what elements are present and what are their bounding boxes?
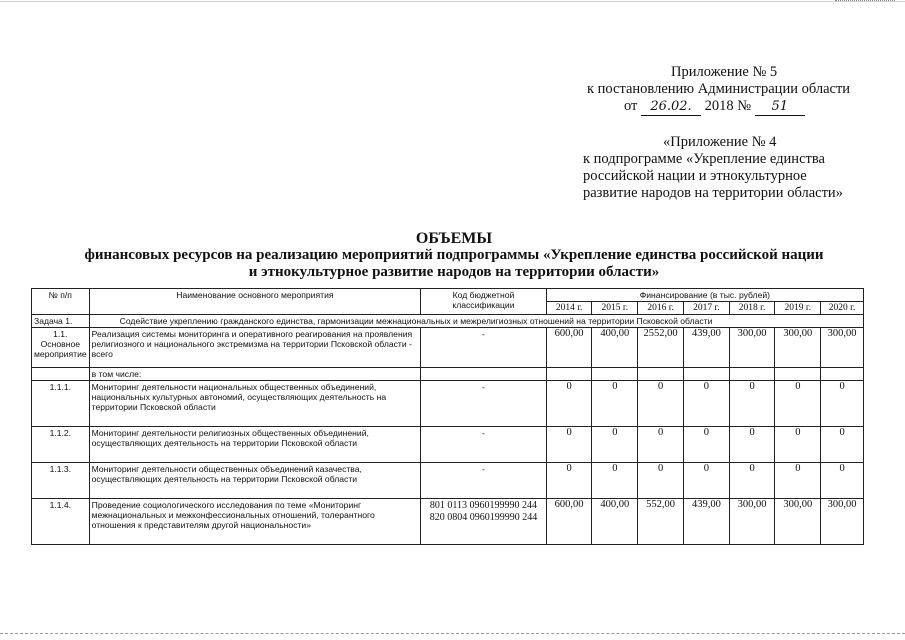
row-value: 0: [546, 381, 592, 427]
row-code: -: [421, 427, 547, 463]
annex4-header: [583, 134, 865, 202]
row-value: [821, 368, 864, 381]
header-row: [32, 289, 864, 302]
row-value: 0: [592, 427, 638, 463]
row-value: 600,00: [546, 499, 592, 545]
row-name: в том числе:: [89, 368, 421, 381]
row-num: 1.1.1.: [32, 381, 90, 427]
row-value: 300,00: [821, 328, 864, 368]
row-value: 300,00: [729, 499, 775, 545]
document-title: [40, 230, 868, 281]
scan-edge-mark: [835, 0, 895, 1]
row-value: 0: [821, 463, 864, 499]
table-row: [32, 499, 864, 545]
header-year: 2019 г.: [775, 302, 821, 315]
row-num: 1.1.3.: [32, 463, 90, 499]
row-code: -: [421, 463, 547, 499]
row-value: 439,00: [684, 499, 730, 545]
handwritten-number: 51: [755, 98, 805, 116]
row-value: 0: [821, 381, 864, 427]
row-num: 1.1. Основное мероприятие: [32, 328, 90, 368]
row-value: 439,00: [684, 328, 730, 368]
annex4-text-line2: российской нации и этнокультурное: [583, 168, 807, 184]
row-value: 0: [775, 463, 821, 499]
row-value: 0: [592, 381, 638, 427]
task-text: Содействие укреплению гражданского единства, гармонизации межнациональных и межрелигиозных отношений на территории Псковской области: [89, 315, 863, 328]
header-year: 2014 г.: [546, 302, 592, 315]
table-row: [32, 381, 864, 427]
row-value: 0: [821, 427, 864, 463]
table-row: [32, 463, 864, 499]
row-value: 0: [729, 463, 775, 499]
row-value: [546, 368, 592, 381]
annex-year-label: 2018 №: [704, 98, 752, 114]
row-value: 0: [729, 381, 775, 427]
annex-header: [583, 64, 883, 116]
header-financing: Финансирование (в тыс. рублей): [546, 289, 863, 302]
row-value: 300,00: [775, 328, 821, 368]
row-value: 400,00: [592, 499, 638, 545]
row-name: Мониторинг деятельности религиозных общественных объединений, осуществляющих деятельность на территории Псковской области: [89, 427, 421, 463]
header-year: 2015 г.: [592, 302, 638, 315]
row-value: 0: [684, 463, 730, 499]
row-value: 552,00: [638, 499, 684, 545]
row-value: 0: [638, 463, 684, 499]
row-name: Мониторинг деятельности национальных общественных объединений, национальных культурных автономий, осуществляющих деятельность на территории Псковской области: [89, 381, 421, 427]
table-row: [32, 328, 864, 368]
header-year: 2016 г.: [638, 302, 684, 315]
row-value: [592, 368, 638, 381]
row-num: 1.1.2.: [32, 427, 90, 463]
row-value: 2552,00: [638, 328, 684, 368]
task-num: Задача 1.: [32, 315, 90, 328]
row-value: 300,00: [821, 499, 864, 545]
scan-edge-bottom: [0, 633, 905, 634]
row-value: [638, 368, 684, 381]
row-code: -: [421, 328, 547, 368]
title-line3: и этнокультурное развитие народов на территории области»: [248, 264, 660, 280]
annex-resolution: к постановлению Администрации области: [587, 81, 851, 97]
header-num: № п/п: [32, 289, 90, 315]
header-year: 2020 г.: [821, 302, 864, 315]
task-row: [32, 315, 864, 328]
scan-edge-top: [0, 1, 905, 2]
table-row: [32, 427, 864, 463]
row-value: [775, 368, 821, 381]
row-name: Реализация системы мониторинга и оперативного реагирования на проявления религиозного и национального экстремизма на территории Псковской области - всего: [89, 328, 421, 368]
row-value: 400,00: [592, 328, 638, 368]
row-num: [32, 368, 90, 381]
header-year: 2017 г.: [684, 302, 730, 315]
title-line1: ОБЪЕМЫ: [415, 230, 493, 247]
header-year: 2018 г.: [729, 302, 775, 315]
annex-title: Приложение № 5: [671, 64, 778, 80]
row-value: 300,00: [775, 499, 821, 545]
annex-from-label: от: [624, 98, 638, 114]
row-value: 0: [546, 427, 592, 463]
row-num: 1.1.4.: [32, 499, 90, 545]
row-code: -: [421, 381, 547, 427]
annex4-text-line1: к подпрограмме «Укрепление единства: [583, 151, 825, 167]
financing-table: [31, 288, 864, 545]
row-code-line: 801 0113 0960199990 244: [429, 500, 538, 511]
table-row: [32, 368, 864, 381]
header-name: Наименование основного мероприятия: [89, 289, 421, 315]
annex4-title: «Приложение № 4: [663, 134, 777, 150]
row-value: 0: [592, 463, 638, 499]
row-value: 0: [775, 427, 821, 463]
row-value: 0: [684, 427, 730, 463]
header-code: Код бюджетной классификации: [421, 289, 547, 315]
row-code: [421, 499, 547, 545]
row-value: 600,00: [546, 328, 592, 368]
row-value: 300,00: [729, 328, 775, 368]
annex4-text-line3: развитие народов на территории области»: [583, 185, 843, 201]
row-name: Мониторинг деятельности общественных объединений казачества, осуществляющих деятельность на территории Псковской области: [89, 463, 421, 499]
row-code: [421, 368, 547, 381]
row-value: [729, 368, 775, 381]
row-value: 0: [775, 381, 821, 427]
row-value: 0: [684, 381, 730, 427]
annex-date-line: [583, 98, 883, 116]
row-code-line: 820 0804 0960199990 244: [429, 512, 538, 523]
title-line2: финансовых ресурсов на реализацию мероприятий подпрограммы «Укрепление единства российской нации: [84, 247, 824, 263]
row-value: 0: [638, 381, 684, 427]
row-value: 0: [729, 427, 775, 463]
row-value: 0: [546, 463, 592, 499]
row-value: 0: [638, 427, 684, 463]
row-name: Проведение социологического исследования по теме «Мониторинг межнациональных и межконфессиональных отношений, толерантного отношения к представителям другой национальности»: [89, 499, 421, 545]
row-value: [684, 368, 730, 381]
handwritten-date: 26.02.: [641, 98, 701, 116]
